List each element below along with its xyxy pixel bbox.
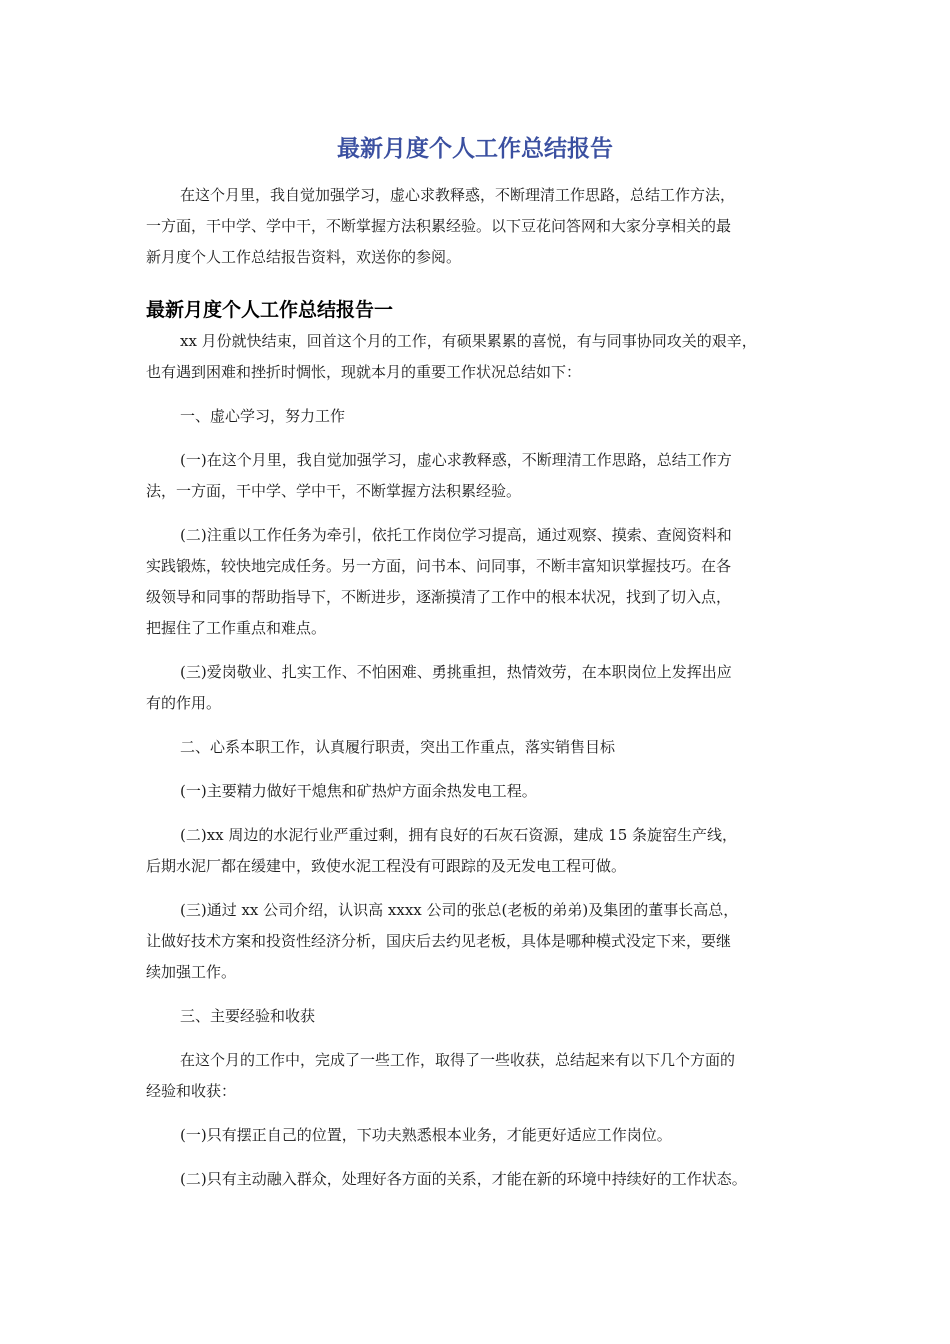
paragraph-opening: xx 月份就快结束，回首这个月的工作，有硕果累累的喜悦，有与同事协同攻关的艰辛， 也有遇到困难和挫折时惆怅，现就本月的重要工作状况总结如下： xyxy=(146,332,757,381)
document-body xyxy=(146,180,812,1195)
paragraph-item-1-2: (二)注重以工作任务为牵引，依托工作岗位学习提高，通过观察、摸索、查阅资料和 实践锻炼，较快地完成任务。另一方面，问书本、问同事，不断丰富知识掌握技巧。在各 级领导和同事的帮助指导下，不断进步，逐渐摸清了工作中的根本状况，找到了切入点， 把握住了工作重点和难点。 xyxy=(146,526,732,637)
paragraph-item-1-3: (三)爱岗敬业、扎实工作、不怕困难、勇挑重担，热情效劳，在本职岗位上发挥出应 有的作用。 xyxy=(146,663,732,712)
paragraph-item-2-1: (一)主要精力做好干熄焦和矿热炉方面余热发电工程。 xyxy=(180,782,537,800)
paragraph-item-2-3: (三)通过 xx 公司介绍，认识高 xxxx 公司的张总(老板的弟弟)及集团的董事长高总， 让做好技术方案和投资性经济分析，国庆后去约见老板，具体是哪种模式没定下来，要继 续加强工作。 xyxy=(146,901,739,981)
section-heading: 最新月度个人工作总结报告一 xyxy=(146,299,394,321)
paragraph-item-3-intro: 在这个月的工作中，完成了一些工作，取得了一些收获，总结起来有以下几个方面的 经验和收获： xyxy=(146,1051,736,1100)
paragraph-item-1-1: (一)在这个月里，我自觉加强学习，虚心求教释惑，不断理清工作思路，总结工作方 法，一方面，干中学、学中干，不断掌握方法积累经验。 xyxy=(146,451,732,500)
paragraph-item-heading-2: 二、心系本职工作，认真履行职责，突出工作重点，落实销售目标 xyxy=(180,738,616,756)
paragraph-item-heading-3: 三、主要经验和收获 xyxy=(180,1007,316,1025)
paragraph-item-3-2: (二)只有主动融入群众，处理好各方面的关系，才能在新的环境中持续好的工作状态。 xyxy=(180,1170,747,1188)
page-title: 最新月度个人工作总结报告 xyxy=(337,136,613,162)
paragraph-item-3-1: (一)只有摆正自己的位置，下功夫熟悉根本业务，才能更好适应工作岗位。 xyxy=(180,1126,672,1144)
paragraph-item-2-2: (二)xx 周边的水泥行业严重过剩，拥有良好的石灰石资源，建成 15 条旋窑生产线， 后期水泥厂都在缓建中，致使水泥工程没有可跟踪的及无发电工程可做。 xyxy=(146,826,738,875)
paragraph-item-heading-1: 一、虚心学习，努力工作 xyxy=(180,407,346,425)
intro-paragraph: 在这个月里，我自觉加强学习，虚心求教释惑，不断理清工作思路，总结工作方法， 一方面，干中学、学中干，不断掌握方法积累经验。以下豆花问答网和大家分享相关的最 新月度个人工作总结报告资料，欢送你的参阅。 xyxy=(146,186,736,266)
